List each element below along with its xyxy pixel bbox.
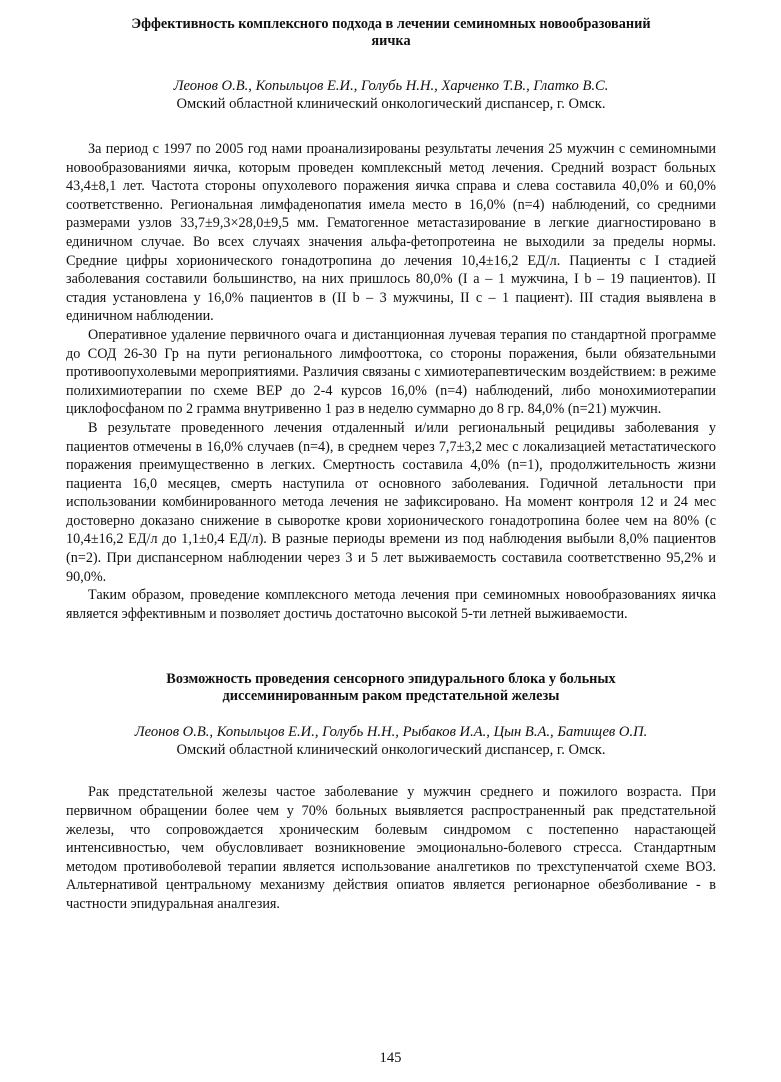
article-2-title-line-2: диссеминированным раком предстательной железы	[222, 688, 560, 705]
article-2-body	[66, 783, 716, 913]
article-2-authors: Леонов О.В., Копыльцов Е.И., Голубь Н.Н., Рыбаков И.А., Цын В.А., Батищев О.П.	[134, 724, 648, 741]
article-1-affiliation: Омский областной клинический онкологический диспансер, г. Омск.	[176, 96, 606, 112]
article-1-title	[66, 16, 716, 50]
article-1-title-line-1: Эффективность комплексного подхода в лечении семиномных новообразований	[131, 16, 651, 32]
page-content	[66, 16, 716, 914]
article-2-paragraph-1: Рак предстательной железы частое заболевание у мужчин среднего и пожилого возраста. При первичном обращении более чем у 70% больных выявляется распространенный рак предстательной железы, что сопровождается хроническим болевым синдромом с постепенно нарастающей интенсивностью, чем обусловливает возникновение эмоционально-болевого стресса. Стандартным методом противоболевой терапии является использование аналгетиков по трехступенчатой схеме ВОЗ. Альтернативой центральному механизму действия опиатов является регионарное обезболивание - в частности эпидуральная аналгезия.	[66, 784, 716, 912]
article-1	[66, 16, 716, 623]
article-2-title-line-1: Возможность проведения сенсорного эпидурального блока у больных	[166, 671, 616, 688]
article-1-body	[66, 140, 716, 623]
article-1-paragraph-2: Оперативное удаление первичного очага и дистанционная лучевая терапия по стандартной программе до СОД 26-30 Гр на пути регионального лимфооттока, со стороны поражения, были обязательными противоопухолевыми мероприятиями. Различия связаны с химиотерапевтическим воздействием: в режиме полихимиотерапии по схеме ВЕР до 2-4 курсов 16,0% (n=4) наблюдений, либо монохимиотерапии циклофосфаном по 2 грамма внутривенно 1 раз в неделю суммарно до 8 гр. 84,0% (n=21) мужчин.	[66, 326, 716, 418]
article-1-title-line-2: яичка	[371, 33, 411, 49]
article-1-paragraph-3: В результате проведенного лечения отдаленный и/или региональный рецидивы заболевания у пациентов отмечены в 16,0% случаев (n=4), в среднем через 7,7±3,2 мес с локализацией метастатического поражения преимущественно в легких. Смертность составила 4,0% (n=1), продолжительность жизни пациента 16,0 месяцев, смерть наступила от основного заболевания. Годичной летальности при использовании комбинированного метода лечения не зафиксировано. На момент контроля 12 и 24 мес достоверно доказано снижение в сыворотке крови хорионического гонадотропина более чем на 80% (с 10,4±16,2 ЕД/л до 1,1±0,4 ЕД/л). В разные периоды времени из под наблюдения выбыли 8,0% пациентов (n=2). При диспансерном наблюдении через 3 и 5 лет выживаемость составила соответственно 95,2% и 90,0%.	[66, 419, 716, 585]
article-2-title	[66, 671, 716, 705]
article-1-paragraph-4: Таким образом, проведение комплексного метода лечения при семиномных новообразованиях яичка является эффективным и позволяет достичь достаточно высокой 5-ти летней выживаемости.	[66, 587, 716, 622]
page-number: 145	[379, 1050, 402, 1066]
article-2-affiliation: Омский областной клинический онкологический диспансер, г. Омск.	[176, 742, 606, 759]
article-1-paragraph-1: За период с 1997 по 2005 год нами проанализированы результаты лечения 25 мужчин с семиномными новообразованиями яичка, которым проведен комплексный метод лечения. Средний возраст больных 43,4±8,1 лет. Частота стороны опухолевого поражения яичка справа и слева составила 40,0% и 60,0% соответственно. Региональная лимфаденопатия имела место в 16,0% (n=4) наблюдений, со средними размерами узлов 33,7±9,3×28,0±9,5 мм. Гематогенное метастазирование в легкие диагностировано в единичном случае. Во всех случаях значения альфа-фетопротеина не выходили за пределы нормы. Средние цифры хорионического гонадотропина до лечения 10,4±16,2 ЕД/л. Пациенты с I стадией заболевания составили большинство, на них пришлось 80,0% (I a – 1 мужчина, I b – 19 пациентов). II стадия установлена у 16,0% пациентов в (II b – 3 мужчины, II c – 1 пациент). III стадия выявлена в единичном наблюдении.	[66, 141, 716, 325]
article-2	[66, 671, 716, 913]
article-1-authors: Леонов О.В., Копыльцов Е.И., Голубь Н.Н., Харченко Т.В., Глатко В.С.	[173, 78, 609, 94]
